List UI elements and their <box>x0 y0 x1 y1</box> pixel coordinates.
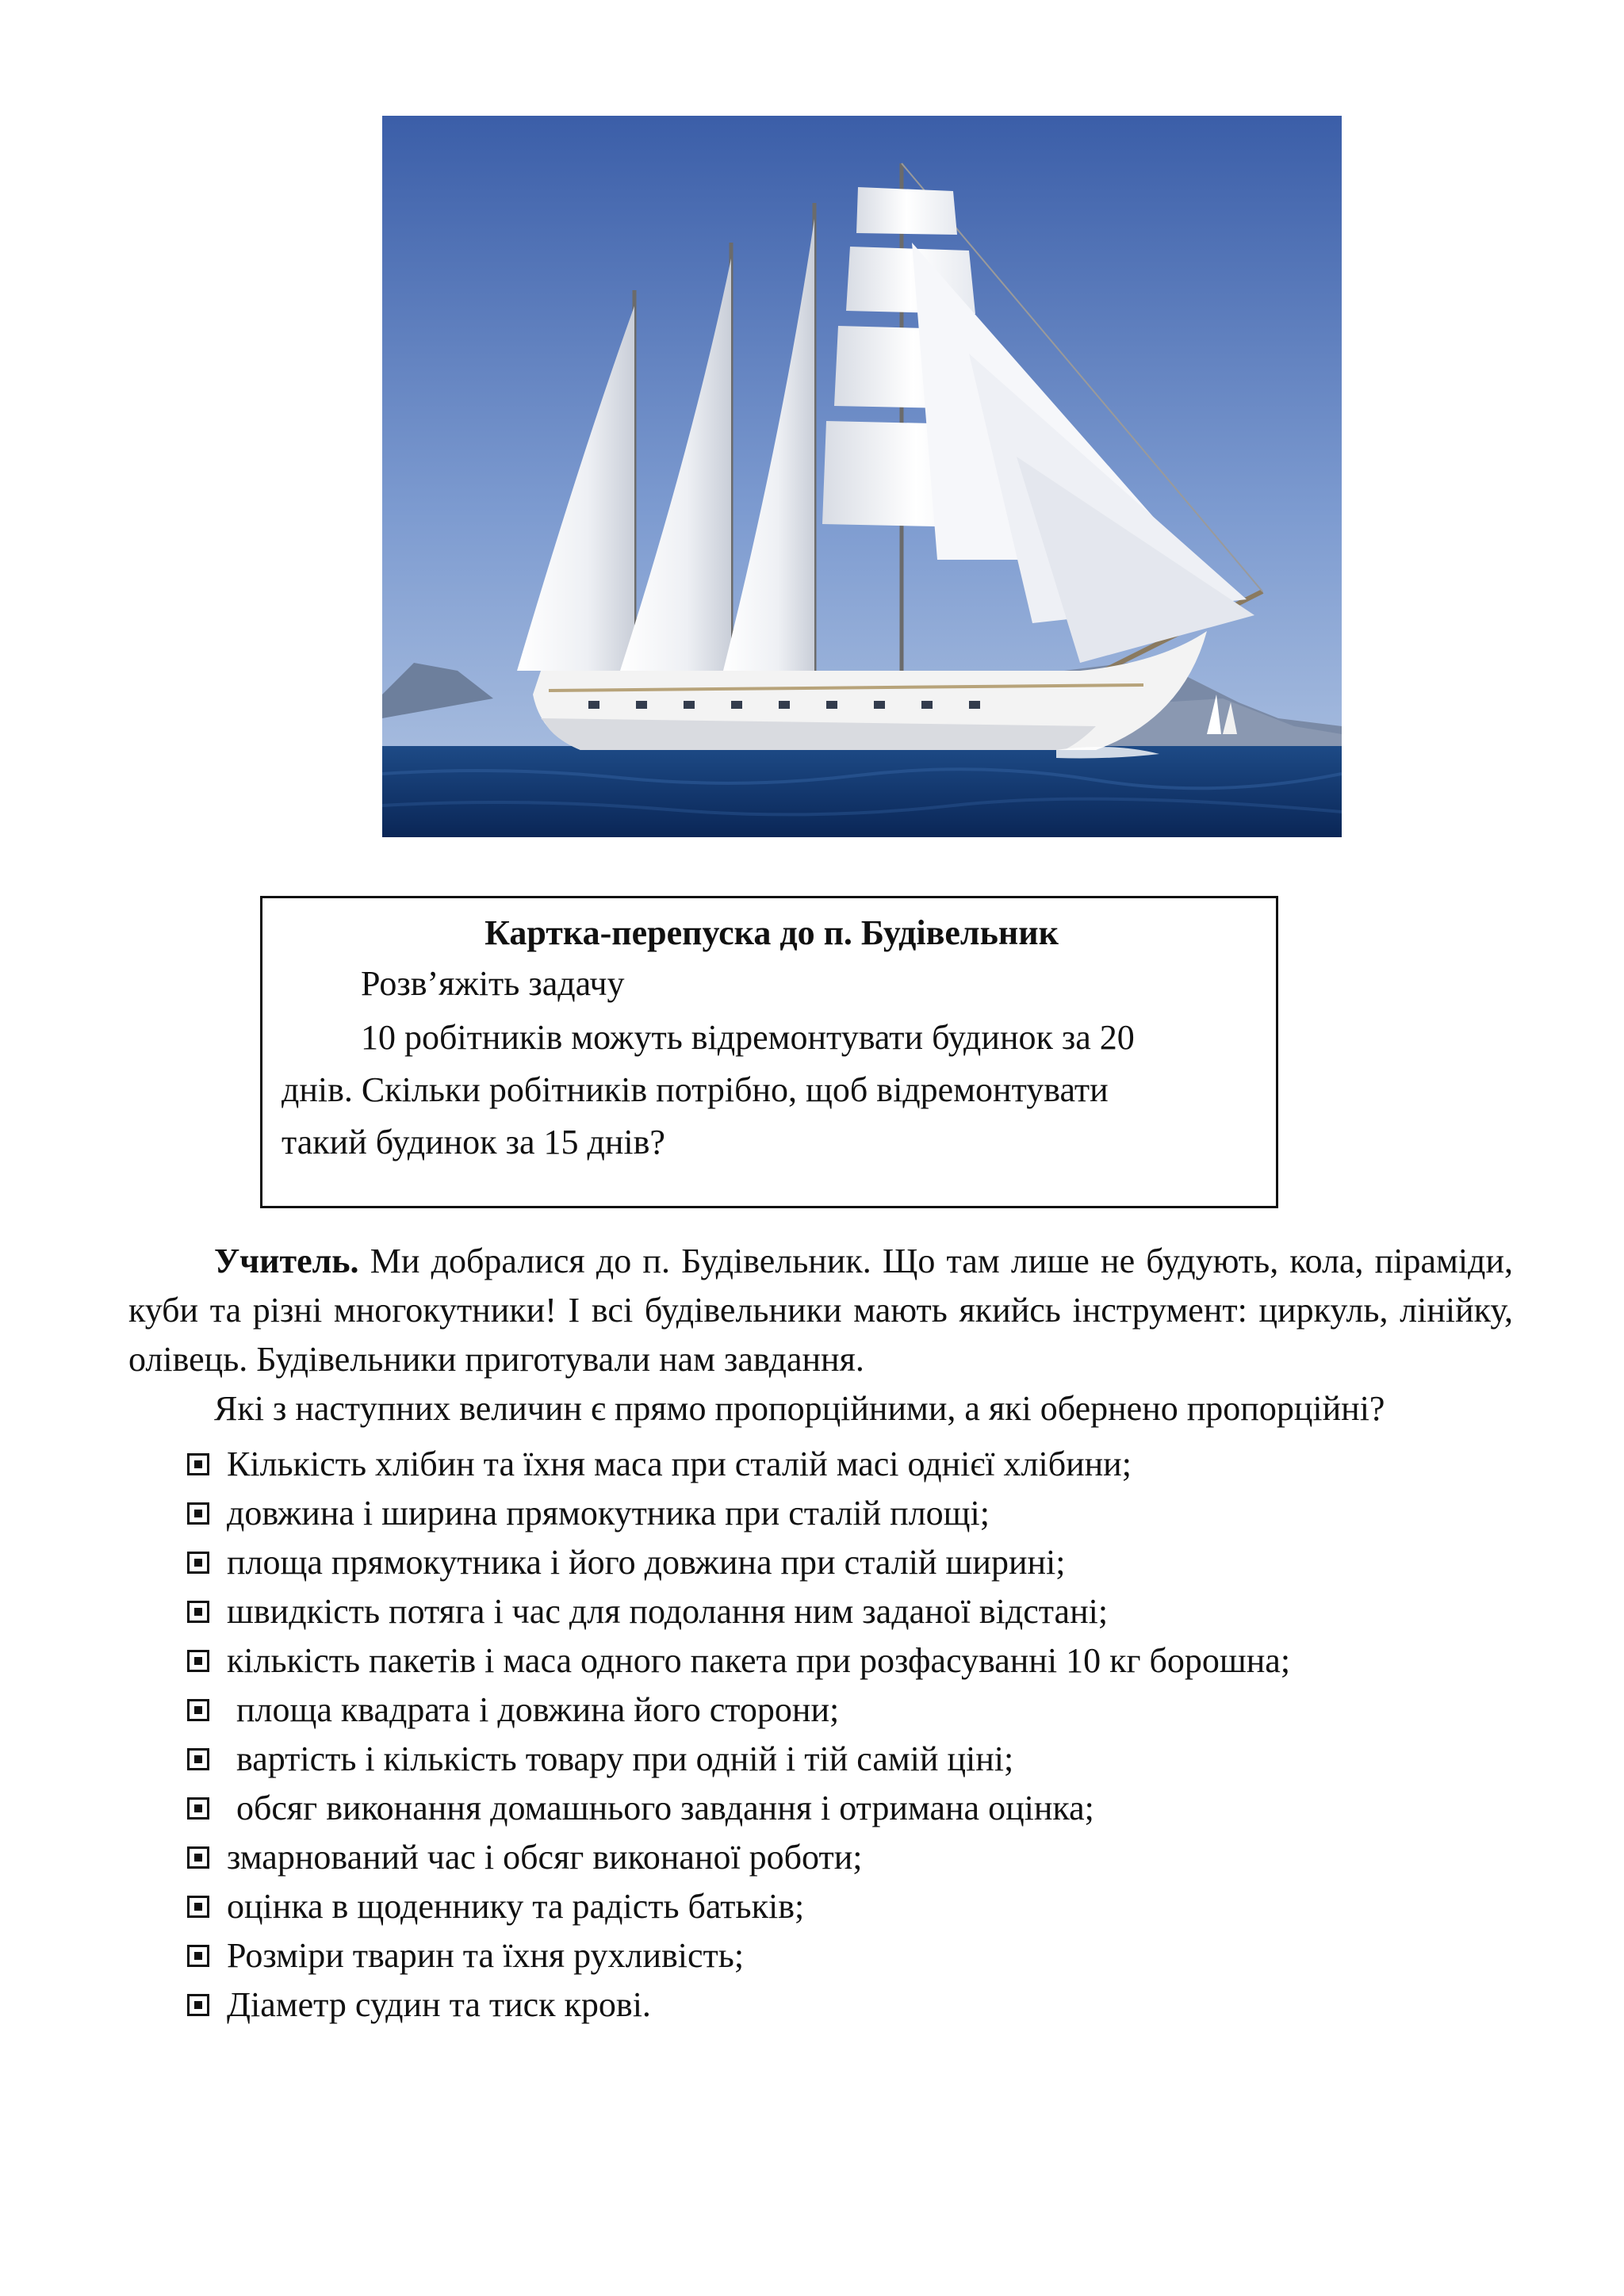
list-item: обсяг виконання домашнього завдання і отримана оцінка; <box>187 1784 1290 1833</box>
checkbox-bullet-icon <box>187 1699 209 1721</box>
checkbox-bullet-icon <box>187 1601 209 1623</box>
teacher-paragraph <box>128 1237 1513 1384</box>
list-item: Кількість хлібин та їхня маса при сталій масі однієї хлібини; <box>187 1440 1290 1489</box>
list-item: Розміри тварин та їхня рухливість; <box>187 1931 1290 1980</box>
card-task-line-1: 10 робітників можуть відремонтувати будинок за 20 <box>361 1018 1135 1057</box>
list-item: оцінка в щоденнику та радість батьків; <box>187 1882 1290 1931</box>
quantities-list <box>187 1440 1290 2030</box>
checkbox-bullet-icon <box>187 1846 209 1869</box>
list-item: довжина і ширина прямокутника при сталій площі; <box>187 1489 1290 1538</box>
question-line: Які з наступних величин є прямо пропорційними, а які обернено пропорційні? <box>214 1389 1385 1428</box>
list-item: швидкість потяга і час для подолання ним заданої відстані; <box>187 1587 1290 1636</box>
checkbox-bullet-icon <box>187 1945 209 1967</box>
card-task-line-3: такий будинок за 15 днів? <box>282 1123 665 1161</box>
teacher-text <box>128 1237 1513 1433</box>
checkbox-bullet-icon <box>187 1502 209 1525</box>
teacher-speech: Ми добралися до п. Будівельник. Що там лише не будують, кола, піраміди, куби та різні многокутники! І всі будівельники мають якийсь інструмент: циркуль, лінійку, олівець. Будівельники приготували нам завдання. <box>128 1242 1513 1379</box>
card-task-instruction: Розв’яжіть задачу <box>361 964 625 1003</box>
list-item: площа квадрата і довжина його сторони; <box>187 1686 1290 1735</box>
checkbox-bullet-icon <box>187 1797 209 1820</box>
sailing-ship-photo <box>382 116 1342 837</box>
checkbox-bullet-icon <box>187 1994 209 2016</box>
checkbox-bullet-icon <box>187 1748 209 1770</box>
list-item: кількість пакетів і маса одного пакета при розфасуванні 10 кг борошна; <box>187 1636 1290 1686</box>
list-item: Діаметр судин та тиск крові. <box>187 1980 1290 2030</box>
list-item: вартість і кількість товару при одній і тій самій ціні; <box>187 1735 1290 1784</box>
teacher-speaker: Учитель. <box>214 1242 359 1280</box>
checkbox-bullet-icon <box>187 1552 209 1574</box>
checkbox-bullet-icon <box>187 1650 209 1672</box>
card-title: Картка-перепуска до п. Будівельник <box>485 913 1059 952</box>
pass-card <box>260 896 1278 1208</box>
checkbox-bullet-icon <box>187 1896 209 1918</box>
list-item: площа прямокутника і його довжина при сталій ширині; <box>187 1538 1290 1587</box>
card-task-line-2: днів. Скільки робітників потрібно, щоб відремонтувати <box>282 1070 1109 1109</box>
list-item: змарнований час і обсяг виконаної роботи; <box>187 1833 1290 1882</box>
checkbox-bullet-icon <box>187 1453 209 1475</box>
